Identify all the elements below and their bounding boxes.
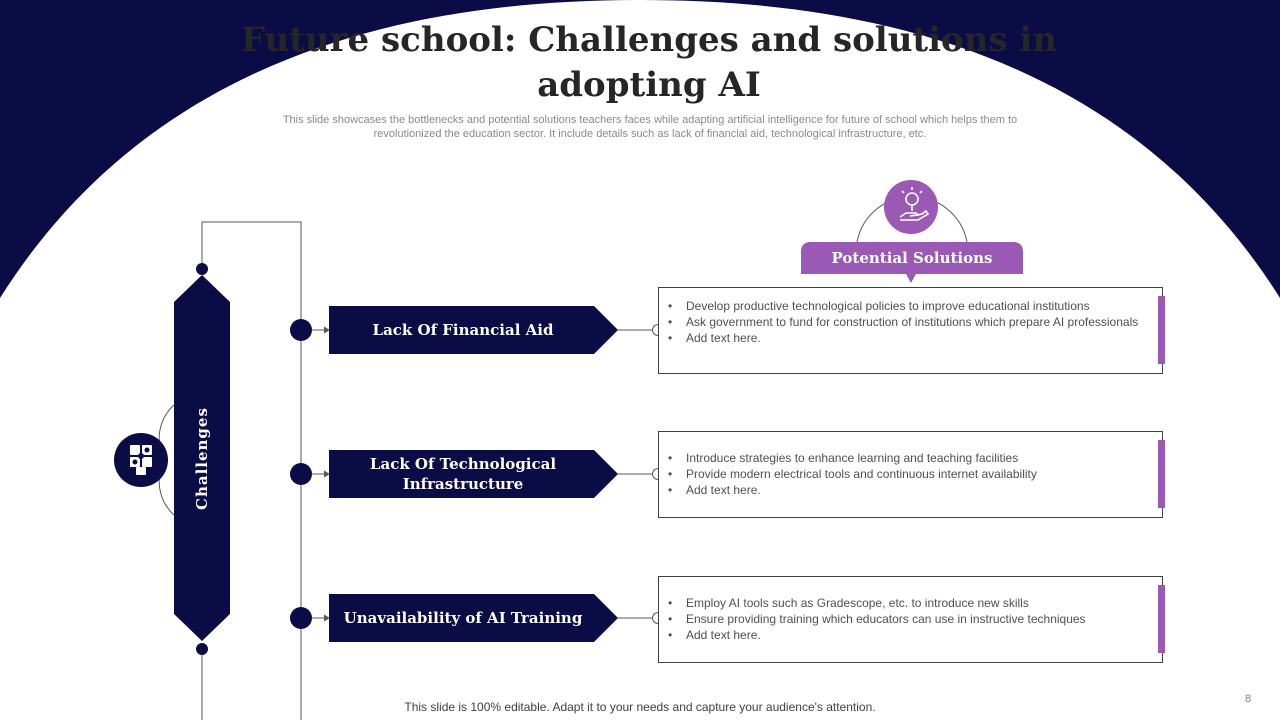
- challenges-label: Challenges: [193, 407, 211, 510]
- solution-item: • Provide modern electrical tools and continuous internet availability: [668, 466, 1148, 482]
- banner-top-dot: [196, 263, 208, 275]
- solutions-label: Potential Solutions: [831, 249, 993, 267]
- solution-list-3: [668, 595, 1148, 643]
- page-title: Future school: Challenges and solutions in adopting AI: [240, 20, 1058, 105]
- solution-item: • Add text here.: [668, 627, 1148, 643]
- solution-item: • Develop productive technological policies to improve educational institutions: [668, 298, 1148, 314]
- solution-item: • Ask government to fund for construction of institutions which prepare AI professionals: [668, 314, 1148, 330]
- page-number: 8: [1244, 693, 1252, 705]
- challenges-icon-circle: [114, 433, 168, 487]
- solution-item: • Employ AI tools such as Gradescope, etc. to introduce new skills: [668, 595, 1148, 611]
- footer-note: This slide is 100% editable. Adapt it to your needs and capture your audience's attention.: [404, 700, 876, 714]
- solutions-icon-circle: [884, 180, 938, 234]
- solution-item: • Add text here.: [668, 482, 1148, 498]
- challenge-3-label: Unavailability of AI Training: [343, 609, 583, 627]
- solution-item: • Ensure providing training which educators can use in instructive techniques: [668, 611, 1148, 627]
- banner-bottom-dot: [196, 643, 208, 655]
- page-subtitle: This slide showcases the bottlenecks and potential solutions teachers faces while adapting artificial intelligence for future of school which helps them to revolutionized the education sector. It include details such as lack of financial aid, technological infrastructure, etc.: [282, 114, 1018, 140]
- solution-item: • Add text here.: [668, 330, 1148, 346]
- solution-list-2: [668, 450, 1148, 498]
- solution-list-1: [668, 298, 1148, 346]
- solution-item: • Introduce strategies to enhance learning and teaching facilities: [668, 450, 1148, 466]
- challenge-1-label: Lack Of Financial Aid: [372, 321, 554, 339]
- challenge-2-label: Lack Of Technological Infrastructure: [369, 455, 557, 493]
